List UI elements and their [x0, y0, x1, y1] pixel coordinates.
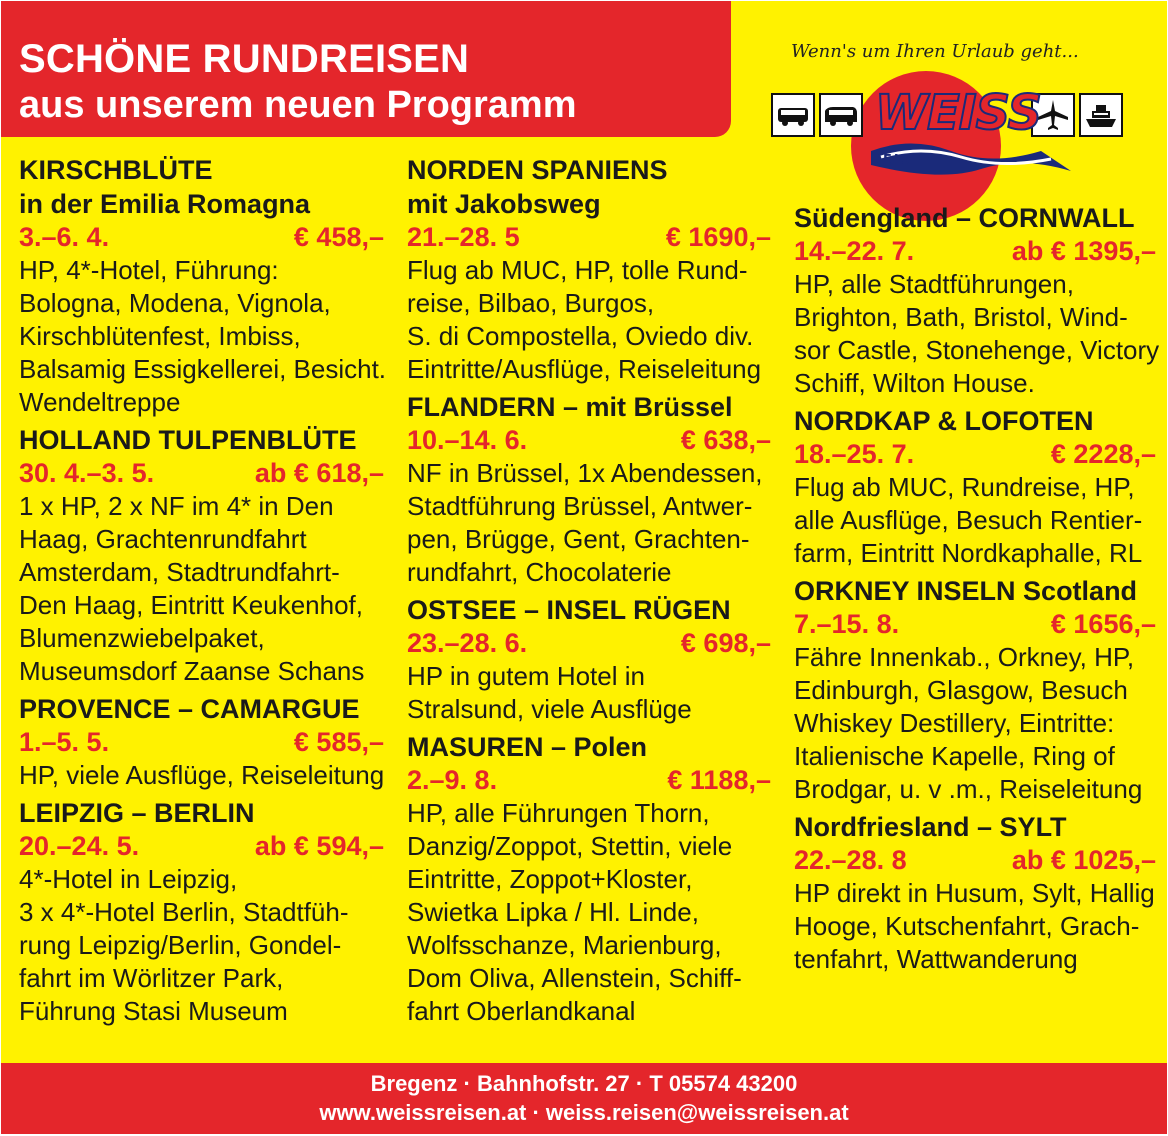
trip-item	[19, 423, 384, 688]
column-3	[794, 201, 1160, 980]
trip-description	[19, 759, 384, 792]
trip-description-line: HP, alle Stadtführungen,	[794, 269, 1074, 299]
trip-price: € 1656,–	[1050, 609, 1156, 639]
trip-date-price	[19, 726, 384, 759]
footer-address: Bregenz · Bahnhofstr. 27 · T 05574 43200	[370, 1071, 798, 1096]
trip-description-line: Museumsdorf Zaanse Schans	[19, 656, 365, 686]
trip-title: NORDEN SPANIENS	[407, 155, 668, 185]
trip-date: 23.–28. 6.	[407, 628, 528, 658]
weiss-reisen-logo	[751, 31, 1151, 191]
trip-date: 3.–6. 4.	[19, 222, 110, 252]
trip-date: 2.–9. 8.	[407, 765, 498, 795]
trip-description	[407, 797, 771, 1028]
trip-description-line: HP, 4*-Hotel, Führung:	[19, 255, 279, 285]
trip-description-line: Eintritte, Zoppot+Kloster,	[407, 864, 693, 894]
trip-item	[794, 574, 1156, 806]
trip-description-line: Brighton, Bath, Bristol, Wind-	[794, 302, 1128, 332]
trip-price: € 638,–	[680, 425, 771, 455]
trip-item	[407, 153, 771, 386]
trip-description-line: Kirschblütenfest, Imbiss,	[19, 321, 301, 351]
trip-date-price	[794, 608, 1156, 641]
logo-sub: REISEN	[871, 153, 936, 168]
trip-date: 7.–15. 8.	[794, 609, 900, 639]
trip-title: MASUREN – Polen	[407, 732, 648, 762]
trip-description	[794, 471, 1156, 570]
trip-title: in der Emilia Romagna	[19, 189, 311, 219]
trip-description-line: 4*-Hotel in Leipzig,	[19, 864, 238, 894]
trip-price: ab € 618,–	[254, 458, 384, 488]
trip-date-price	[794, 844, 1156, 877]
trip-description-line: Wolfsschanze, Marienburg,	[407, 930, 722, 960]
trip-date-price	[19, 221, 384, 254]
trip-date: 30. 4.–3. 5.	[19, 458, 155, 488]
trip-description	[794, 268, 1160, 400]
trip-description	[19, 254, 387, 419]
trip-date: 18.–25. 7.	[794, 439, 915, 469]
footer-contact: www.weissreisen.at · weiss.reisen@weissreisen.at	[319, 1100, 849, 1125]
trip-description	[407, 457, 771, 589]
trip-price: € 585,–	[293, 727, 384, 757]
trip-price: € 458,–	[293, 222, 384, 252]
trip-date: 1.–5. 5.	[19, 727, 110, 757]
trip-description-line: Whiskey Destillery, Eintritte:	[794, 708, 1115, 738]
trip-item	[19, 153, 387, 419]
column-2	[407, 153, 771, 1032]
trip-description-line: Eintritte/Ausflüge, Reiseleitung	[407, 354, 762, 384]
trip-date-price	[19, 830, 384, 863]
header-banner	[1, 1, 731, 137]
trip-description	[794, 641, 1156, 806]
trip-date-price	[407, 764, 771, 797]
trip-description-line: Danzig/Zoppot, Stettin, viele	[407, 831, 733, 861]
trip-description-line: farm, Eintritt Nordkaphalle, RL	[794, 538, 1143, 568]
trip-date-price	[794, 235, 1156, 268]
coach-icon	[819, 93, 863, 137]
trip-item	[407, 593, 771, 726]
trip-item	[19, 796, 384, 1028]
trip-description-line: Blumenzwiebelpaket,	[19, 623, 265, 653]
trip-title: ORKNEY INSELN Scotland	[794, 576, 1138, 606]
trip-description-line: 3 x 4*-Hotel Berlin, Stadtfüh-	[19, 897, 349, 927]
trip-item	[407, 730, 771, 1028]
trip-description-line: Brodgar, u. v .m., Reiseleitung	[794, 774, 1143, 804]
trip-title: FLANDERN – mit Brüssel	[407, 392, 733, 422]
trip-date-price	[407, 221, 771, 254]
trip-price: € 698,–	[680, 628, 771, 658]
trip-description-line: tenfahrt, Wattwanderung	[794, 944, 1078, 974]
trip-title: LEIPZIG – BERLIN	[19, 798, 255, 828]
trip-description-line: fahrt im Wörlitzer Park,	[19, 963, 284, 993]
column-1	[19, 153, 387, 1032]
trip-description-line: pen, Brügge, Gent, Grachten-	[407, 524, 750, 554]
trip-description-line: Den Haag, Eintritt Keukenhof,	[19, 590, 363, 620]
trip-date-price	[407, 627, 771, 660]
trip-date: 20.–24. 5.	[19, 831, 140, 861]
trip-item	[407, 390, 771, 589]
trip-title: NORDKAP & LOFOTEN	[794, 406, 1094, 436]
trip-description-line: Schiff, Wilton House.	[794, 368, 1035, 398]
trip-description-line: rung Leipzig/Berlin, Gondel-	[19, 930, 342, 960]
trip-description	[794, 877, 1156, 976]
trip-description-line: rundfahrt, Chocolaterie	[407, 557, 672, 587]
travel-ad	[1, 1, 1167, 1134]
trip-description-line: Führung Stasi Museum	[19, 996, 288, 1026]
trip-description-line: alle Ausflüge, Besuch Rentier-	[794, 505, 1143, 535]
trip-description-line: Swietka Lipka / Hl. Linde,	[407, 897, 699, 927]
logo-tagline: Wenn's um Ihren Urlaub geht...	[791, 41, 1079, 62]
trip-item	[794, 201, 1160, 400]
trip-description	[19, 863, 384, 1028]
trip-description-line: Wendeltreppe	[19, 387, 181, 417]
trip-description-line: Hooge, Kutschenfahrt, Grach-	[794, 911, 1140, 941]
trip-title: HOLLAND TULPENBLÜTE	[19, 425, 357, 455]
trip-description-line: Bologna, Modena, Vignola,	[19, 288, 331, 318]
subheadline: aus unserem neuen Programm	[19, 84, 577, 126]
trip-item	[794, 404, 1156, 570]
trip-price: ab € 594,–	[254, 831, 384, 861]
trip-description-line: Stralsund, viele Ausflüge	[407, 694, 692, 724]
trip-title: KIRSCHBLÜTE	[19, 155, 213, 185]
trip-description-line: Amsterdam, Stadtrundfahrt-	[19, 557, 340, 587]
trip-date: 14.–22. 7.	[794, 236, 915, 266]
trip-item	[794, 810, 1156, 976]
trip-description	[19, 490, 384, 688]
trip-price: € 2228,–	[1050, 439, 1156, 469]
trip-description-line: HP, alle Führungen Thorn,	[407, 798, 710, 828]
trip-description-line: fahrt Oberlandkanal	[407, 996, 636, 1026]
trip-description	[407, 254, 771, 386]
trip-title: Südengland – CORNWALL	[794, 203, 1135, 233]
trip-price: € 1188,–	[667, 765, 771, 795]
trip-description-line: 1 x HP, 2 x NF im 4* in Den	[19, 491, 334, 521]
trip-description-line: HP direkt in Husum, Sylt, Hallig	[794, 878, 1155, 908]
trip-date: 22.–28. 8	[794, 845, 907, 875]
trip-description-line: Flug ab MUC, Rundreise, HP,	[794, 472, 1135, 502]
trip-description	[407, 660, 771, 726]
trip-description-line: Italienische Kapelle, Ring of	[794, 741, 1115, 771]
logo-brand: WEISS	[875, 85, 1042, 141]
ship-icon	[1079, 93, 1123, 137]
trip-date: 21.–28. 5	[407, 222, 520, 252]
trip-title: mit Jakobsweg	[407, 189, 601, 219]
trip-description-line: HP, viele Ausflüge, Reiseleitung	[19, 760, 385, 790]
trip-date-price	[407, 424, 771, 457]
trip-description-line: Haag, Grachtenrundfahrt	[19, 524, 307, 554]
trip-description-line: reise, Bilbao, Burgos,	[407, 288, 655, 318]
headline: SCHÖNE RUNDREISEN	[19, 37, 470, 81]
trip-price: € 1690,–	[665, 222, 771, 252]
trip-description-line: sor Castle, Stonehenge, Victory	[794, 335, 1160, 365]
trip-description-line: Balsamig Essigkellerei, Besicht.	[19, 354, 387, 384]
trip-description-line: S. di Compostella, Oviedo div.	[407, 321, 754, 351]
footer-banner	[1, 1063, 1167, 1134]
trip-date-price	[794, 438, 1156, 471]
bus-icon	[771, 93, 815, 137]
trip-date: 10.–14. 6.	[407, 425, 528, 455]
trip-price: ab € 1025,–	[1011, 845, 1156, 875]
trip-item	[19, 692, 384, 792]
trip-description-line: Edinburgh, Glasgow, Besuch	[794, 675, 1128, 705]
trip-date-price	[19, 457, 384, 490]
trip-description-line: Stadtführung Brüssel, Antwer-	[407, 491, 753, 521]
trip-description-line: NF in Brüssel, 1x Abendessen,	[407, 458, 763, 488]
trip-title: OSTSEE – INSEL RÜGEN	[407, 595, 731, 625]
trip-description-line: HP in gutem Hotel in	[407, 661, 645, 691]
trip-title: PROVENCE – CAMARGUE	[19, 694, 360, 724]
trip-title: Nordfriesland – SYLT	[794, 812, 1067, 842]
trip-price: ab € 1395,–	[1011, 236, 1156, 266]
trip-description-line: Fähre Innenkab., Orkney, HP,	[794, 642, 1135, 672]
trip-description-line: Flug ab MUC, HP, tolle Rund-	[407, 255, 748, 285]
trip-description-line: Dom Oliva, Allenstein, Schiff-	[407, 963, 742, 993]
